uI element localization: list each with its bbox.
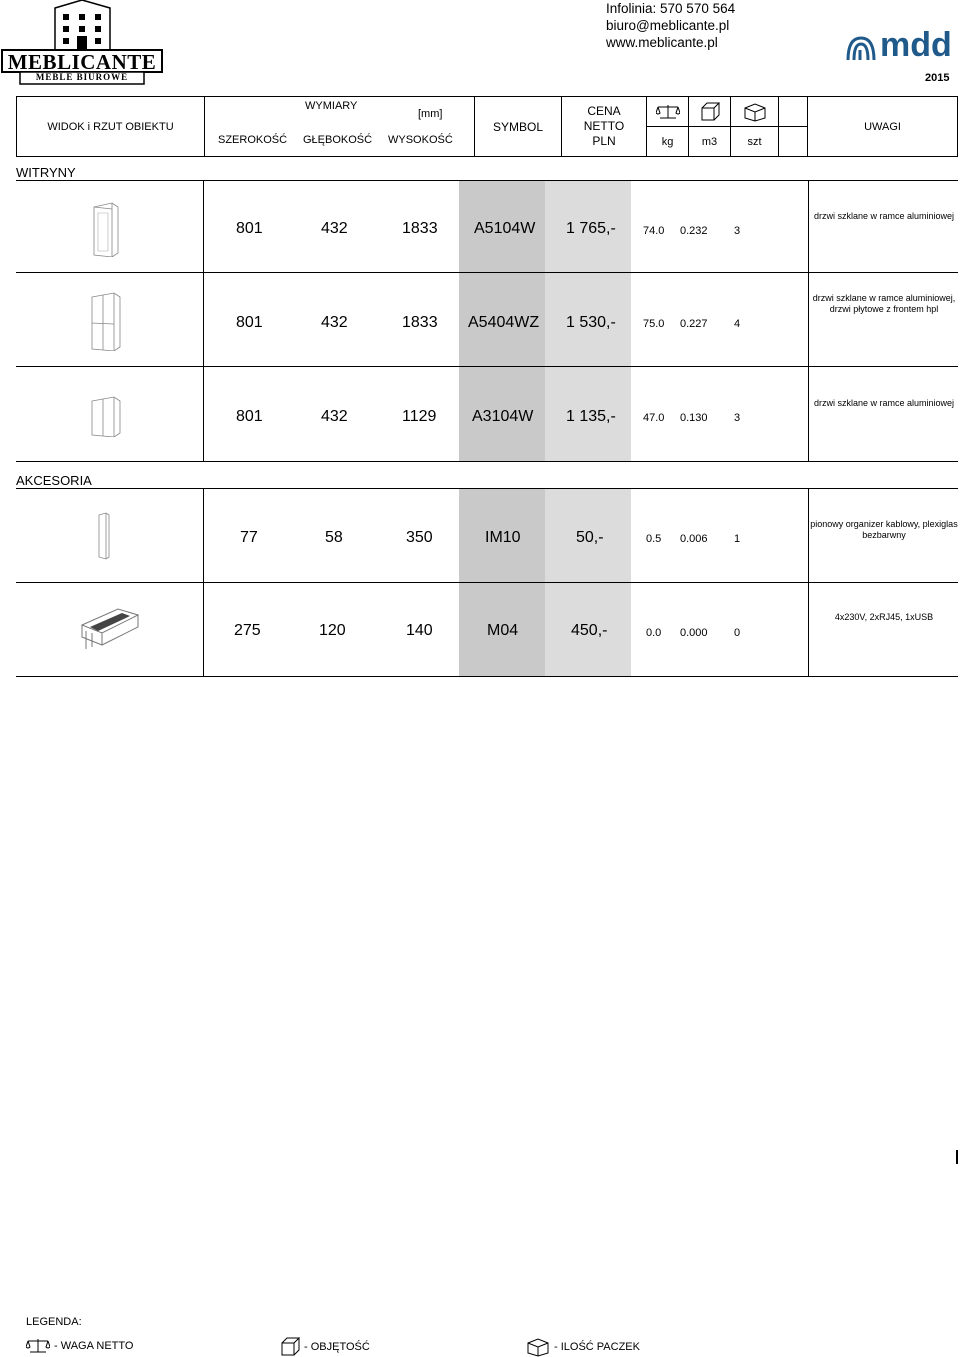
cell-depth: 120	[319, 622, 346, 639]
header-dimensions: WYMIARY	[305, 100, 358, 112]
header-szt: szt	[730, 126, 779, 157]
cell-height: 1833	[402, 220, 438, 237]
cell-width: 77	[240, 529, 258, 546]
section-title-witryny: WITRYNY	[16, 165, 76, 180]
meblicante-logo	[0, 0, 165, 88]
product-image-a5104w	[90, 201, 120, 262]
cell-price: 1 530,-	[566, 314, 616, 331]
brand-name: MEBLICANTE	[7, 50, 157, 74]
header-price: CENA NETTO PLN	[561, 96, 647, 157]
table-row	[16, 273, 958, 366]
cell-kg: 75.0	[643, 318, 665, 330]
cell-width: 801	[236, 220, 263, 237]
header-kg: kg	[646, 126, 689, 157]
divider	[16, 676, 958, 677]
phone: Infolinia: 570 570 564	[606, 1, 736, 16]
product-image-a5404wz	[88, 291, 122, 356]
product-image-m04	[78, 605, 142, 654]
email-link[interactable]: biuro@meblicante.pl	[606, 18, 730, 33]
header-notes: UWAGI	[807, 96, 958, 157]
website-link[interactable]: www.meblicante.pl	[606, 35, 718, 50]
product-image-a3104w	[88, 395, 122, 442]
cell-symbol: A5404WZ	[468, 314, 540, 331]
cell-kg: 0.0	[646, 627, 662, 639]
brand-tagline: MEBLE BIUROWE	[35, 72, 129, 82]
cell-note: drzwi szklane w ramce aluminiowej	[813, 211, 955, 221]
cell-m3: 0.006	[680, 533, 708, 545]
cell-price: 450,-	[571, 622, 608, 639]
cell-szt: 1	[734, 533, 741, 545]
cell-depth: 432	[321, 408, 348, 425]
legend-title: LEGENDA:	[26, 1316, 82, 1328]
cell-m3: 0.232	[680, 225, 708, 237]
table-row	[16, 583, 958, 676]
cell-depth: 432	[321, 220, 348, 237]
cell-szt: 3	[734, 225, 741, 237]
legend-weight: - WAGA NETTO	[26, 1337, 133, 1355]
cell-note: pionowy organizer kablowy, plexiglas bezbarwny	[810, 519, 958, 540]
cell-szt: 3	[734, 412, 741, 424]
cell-szt: 4	[734, 318, 741, 330]
header-height: WYSOKOŚĆ	[388, 134, 453, 146]
cell-kg: 0.5	[646, 533, 662, 545]
cell-symbol: IM10	[485, 529, 521, 546]
weight-icon-cell	[646, 96, 689, 127]
product-image-im10	[96, 511, 112, 566]
divider	[16, 461, 958, 462]
cell-kg: 74.0	[643, 225, 665, 237]
edge-mark	[956, 1150, 958, 1164]
partner-name: mdd	[880, 26, 952, 64]
cell-symbol: A5104W	[474, 220, 536, 237]
header-unit: [mm]	[418, 108, 443, 120]
cell-width: 801	[236, 408, 263, 425]
cell-symbol: M04	[487, 622, 519, 639]
cell-note: drzwi szklane w ramce aluminiowej, drzwi płytowe z frontem hpl	[812, 293, 956, 314]
header-view: WIDOK i RZUT OBIEKTU	[16, 96, 205, 157]
package-icon	[743, 102, 767, 122]
volume-icon-cell	[688, 96, 731, 127]
year: 2015	[925, 72, 950, 84]
header-empty-cell	[778, 96, 808, 127]
cube-icon	[700, 102, 720, 122]
table-row	[16, 489, 958, 582]
mdd-logo	[846, 26, 958, 70]
header-depth: GŁĘBOKOŚĆ	[303, 134, 373, 146]
scale-icon	[656, 103, 680, 121]
cell-kg: 47.0	[643, 412, 665, 424]
section-title-akcesoria: AKCESORIA	[16, 473, 92, 488]
cell-m3: 0.130	[680, 412, 708, 424]
table-header	[16, 96, 958, 157]
cell-note: 4x230V, 2xRJ45, 1xUSB	[834, 612, 934, 622]
cell-note: drzwi szklane w ramce aluminiowej	[813, 398, 955, 408]
cell-m3: 0.000	[680, 627, 708, 639]
cell-height: 1129	[402, 408, 437, 425]
cell-price: 50,-	[576, 529, 604, 546]
header-m3: m3	[688, 126, 731, 157]
cell-width: 801	[236, 314, 263, 331]
cube-icon	[280, 1337, 300, 1357]
package-icon	[526, 1337, 550, 1357]
cell-szt: 0	[734, 627, 741, 639]
cell-width: 275	[234, 622, 261, 639]
cell-depth: 58	[325, 529, 343, 546]
cell-height: 140	[406, 622, 433, 639]
legend-packages: - ILOŚĆ PACZEK	[526, 1337, 640, 1357]
header-symbol: SYMBOL	[474, 96, 562, 157]
scale-icon	[26, 1337, 50, 1355]
header-width: SZEROKOŚĆ	[218, 134, 288, 146]
table-row	[16, 181, 958, 272]
cell-price: 1 765,-	[566, 220, 616, 237]
header-empty-cell-2	[778, 126, 808, 157]
package-icon-cell	[730, 96, 779, 127]
cell-price: 1 135,-	[566, 408, 616, 425]
cell-height: 350	[406, 529, 433, 546]
legend-volume: - OBJĘTOŚĆ	[280, 1337, 370, 1357]
contact-info	[606, 0, 735, 51]
table-row	[16, 367, 958, 461]
cell-symbol: A3104W	[472, 408, 534, 425]
cell-m3: 0.227	[680, 318, 708, 330]
cell-height: 1833	[402, 314, 438, 331]
cell-depth: 432	[321, 314, 348, 331]
